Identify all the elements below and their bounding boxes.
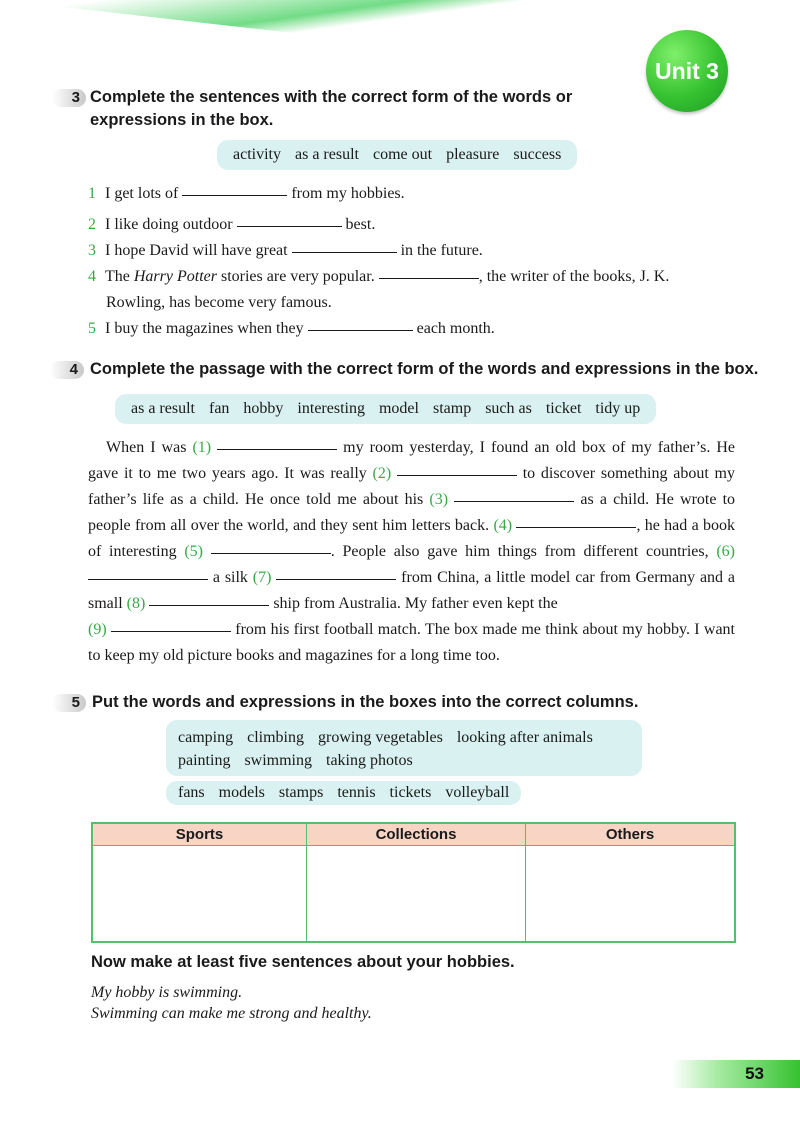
classification-table bbox=[91, 822, 736, 943]
word-option: model bbox=[378, 400, 419, 417]
others-answer-cell[interactable] bbox=[526, 846, 736, 943]
exercise-5-instruction: Put the words and expressions in the boxes into the correct columns. bbox=[92, 693, 639, 711]
answer-blank[interactable] bbox=[516, 526, 636, 528]
page-number-bar bbox=[672, 1060, 800, 1088]
exercise-3-instruction: Complete the sentences with the correct form of the words or expressions in the box. bbox=[90, 88, 573, 129]
word-option: tidy up bbox=[595, 400, 641, 417]
word-option: hobby bbox=[243, 400, 284, 417]
answer-blank[interactable] bbox=[237, 225, 342, 227]
word-option: as a result bbox=[131, 400, 195, 417]
example-sentence: Swimming can make me strong and healthy. bbox=[91, 1005, 372, 1022]
example-sentence: My hobby is swimming. bbox=[91, 984, 243, 1001]
word-option: models bbox=[218, 784, 265, 801]
word-option: climbing bbox=[247, 729, 304, 746]
exercise-4-number: 4 bbox=[50, 361, 84, 379]
answer-blank[interactable] bbox=[308, 329, 413, 331]
answer-blank[interactable] bbox=[379, 277, 479, 279]
collections-answer-cell[interactable] bbox=[307, 846, 526, 943]
word-option: tennis bbox=[337, 784, 376, 801]
answer-blank[interactable] bbox=[88, 578, 208, 580]
exercise-3-word-box bbox=[217, 140, 577, 170]
answer-blank[interactable] bbox=[182, 194, 287, 196]
answer-blank[interactable] bbox=[276, 578, 396, 580]
answer-blank[interactable] bbox=[292, 251, 397, 253]
writing-prompt: Now make at least five sentences about your hobbies. bbox=[91, 953, 515, 971]
column-header-collections: Collections bbox=[307, 823, 526, 846]
exercise-5-word-box-2 bbox=[166, 781, 521, 805]
word-option: ticket bbox=[545, 400, 582, 417]
word-option: stamp bbox=[432, 400, 472, 417]
exercise-4-word-box bbox=[115, 394, 656, 424]
word-option: pleasure bbox=[446, 146, 500, 163]
word-option: such as bbox=[485, 400, 532, 417]
word-option: activity bbox=[233, 146, 281, 163]
word-option: growing vegetables bbox=[317, 729, 443, 746]
unit-badge: Unit 3 bbox=[646, 30, 728, 112]
exercise-3-number: 3 bbox=[52, 89, 86, 107]
page-number: 53 bbox=[745, 1064, 764, 1083]
exercise-5-number: 5 bbox=[52, 694, 86, 712]
column-header-sports: Sports bbox=[92, 823, 307, 846]
word-option: painting bbox=[178, 752, 231, 769]
exercise-4-instruction: Complete the passage with the correct form of the words and expressions in the box. bbox=[90, 360, 759, 378]
word-option: fan bbox=[208, 400, 230, 417]
exercise-3-item-1: 1 I get lots of from my hobbies. bbox=[88, 185, 405, 202]
sports-answer-cell[interactable] bbox=[92, 846, 307, 943]
exercise-3-item-5: 5 I buy the magazines when they each month. bbox=[88, 320, 495, 337]
column-header-others: Others bbox=[526, 823, 736, 846]
word-option: volleyball bbox=[445, 784, 510, 801]
word-option: as a result bbox=[294, 146, 359, 163]
word-option: taking photos bbox=[326, 752, 413, 769]
word-option: fans bbox=[178, 784, 205, 801]
word-option: come out bbox=[372, 146, 433, 163]
answer-blank[interactable] bbox=[211, 552, 331, 554]
word-option: interesting bbox=[297, 400, 365, 417]
answer-blank[interactable] bbox=[397, 474, 517, 476]
answer-blank[interactable] bbox=[149, 604, 269, 606]
exercise-3-item-3: 3 I hope David will have great in the future. bbox=[88, 242, 483, 259]
answer-blank[interactable] bbox=[217, 448, 337, 450]
answer-blank[interactable] bbox=[111, 630, 231, 632]
word-option: tickets bbox=[389, 784, 432, 801]
word-option: stamps bbox=[278, 784, 324, 801]
exercise-5-word-box-1 bbox=[166, 720, 642, 776]
word-option: looking after animals bbox=[456, 729, 593, 746]
word-option: swimming bbox=[244, 752, 312, 769]
exercise-3-item-4-continuation: Rowling, has become very famous. bbox=[106, 294, 332, 311]
exercise-3-item-4: 4 The Harry Potter stories are very popular. , the writer of the books, J. K. bbox=[88, 268, 670, 285]
exercise-4-passage: When I was (1) my room yesterday, I found an old box of my father’s. He gave it to me two years ago. It was really (2) to discover something about my father’s life as a child. He once told me about his (3) as a child. He wrote to people from all over the world, and they sent him letters back. (4) , he had a book of interesting (5) . People also gave him things from different countries, (6) a silk (7) from China, a little model car from Germany and a small (8) ship from Australia. My father even kept the (9) from his first football match. The box made me think about my hobby. I want to keep my old picture books and magazines for a long time too. bbox=[88, 439, 736, 664]
word-option: camping bbox=[178, 729, 234, 746]
exercise-3-item-2: 2 I like doing outdoor best. bbox=[88, 216, 376, 233]
answer-blank[interactable] bbox=[454, 500, 574, 502]
word-option: success bbox=[513, 146, 562, 163]
